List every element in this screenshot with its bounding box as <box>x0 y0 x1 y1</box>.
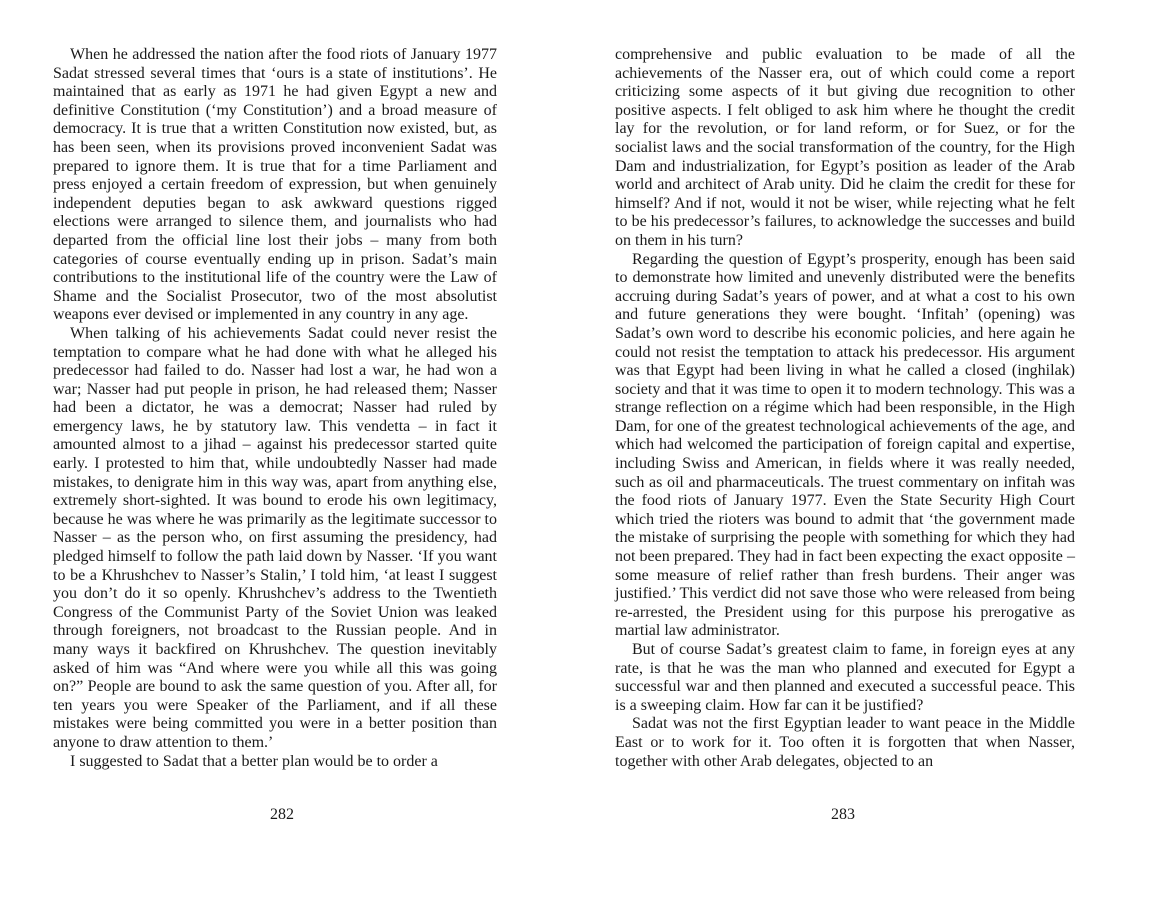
left-paragraph-2: When talking of his achievements Sadat could never resist the temptation to compare what he had done with what he alleged his predecessor had failed to do. Nasser had lost a war, he had won a war; Nasser had put people in prison, he had released them; Nasser had been a dictator, he was a democrat; Nasser had ruled by emergency laws, he by statutory law. This vendetta – in fact it amounted almost to a jihad – against his predecessor started quite early. I protested to him that, while undoubtedly Nasser had made mistakes, to denigrate him in this way was, apart from anything else, extremely short-sighted. It was bound to erode his own legitimacy, because he was where he was primarily as the legitimate successor to Nasser – as the person who, on first assuming the presidency, had pledged himself to follow the path laid down by Nasser. ‘If you want to be a Khrushchev to Nasser’s Stalin,’ I told him, ‘at least I suggest you don’t do it so openly. Khrushchev’s address to the Twentieth Congress of the Communist Party of the Soviet Union was leaked through foreigners, not broadcast to the Russian people. And in many ways it backfired on Khrushchev. The question inevitably asked of him was “And where were you while all this was going on?” People are bound to ask the same question of you. After all, for ten years you were Speaker of the Parliament, and if all these mistakes were being committed you were in a better position than anyone to draw attention to them.’ <box>53 324 497 751</box>
left-paragraph-1: When he addressed the nation after the food riots of January 1977 Sadat stressed several times that ‘ours is a state of institutions’. He maintained that as early as 1971 he had given Egypt a new and definitive Constitution (‘my Constitution’) and a broad measure of democracy. It is true that a written Constitution now existed, but, as has been seen, when its provisions proved inconvenient Sadat was prepared to ignore them. It is true that for a time Parliament and press enjoyed a certain freedom of expression, but when genuinely independent deputies began to ask awkward questions rigged elections were arranged to silence them, and journalists who had departed from the official line lost their jobs – many from both categories of course eventually ending up in prison. Sadat’s main contributions to the institutional life of the country were the Law of Shame and the Socialist Prosecutor, two of the most absolutist weapons ever devised or implemented in any country in any age. <box>53 46 497 324</box>
right-paragraph-1: comprehensive and public evaluation to be made of all the achievements of the Nasser era, out of which could come a report criticizing some aspects of it but giving due recognition to other positive aspects. I felt obliged to ask him where he thought the credit lay for the revolution, or for land reform, or for Suez, or for the socialist laws and the social transformation of the country, for the High Dam and industrialization, for Egypt’s position as leader of the Arab world and architect of Arab unity. Did he claim the credit for these for himself? And if not, would it not be wiser, while rejecting what he felt to be his predecessor’s failures, to acknowledge the successes and build on them in his turn? <box>615 46 1075 249</box>
right-paragraph-2: Regarding the question of Egypt’s prosperity, enough has been said to demonstrate how limited and unevenly distributed were the benefits accruing during Sadat’s years of power, and at what a cost to his own and future generations they were bought. ‘Infitah’ (opening) was Sadat’s own word to describe his economic policies, and here again he could not resist the temptation to attack his predecessor. His argument was that Egypt had been living in what he called a closed (inghilak) society and that it was time to open it to modern technology. This was a strange reflection on a régime which had been responsible, in the High Dam, for one of the greatest technological achievements of the age, and which had welcomed the participation of foreign capital and expertise, including Swiss and American, in fields where it was really needed, such as oil and pharmaceuticals. The truest commentary on infitah was the food riots of January 1977. Even the State Security High Court which tried the rioters was bound to admit that ‘the government made the mistake of surprising the people with something for which they had not been prepared. They had in fact been expecting the exact opposite – some measure of relief rather than fresh burdens. Their anger was justified.’ This verdict did not save those who were released from being re-arrested, the President using for this purpose his prerogative as martial law administrator. <box>615 250 1075 640</box>
left-paragraph-3: I suggested to Sadat that a better plan would be to order a <box>70 752 438 770</box>
right-paragraph-3: But of course Sadat’s greatest claim to fame, in foreign eyes at any rate, is that he was the man who planned and executed for Egypt a successful war and then planned and executed a successful peace. This is a sweeping claim. How far can it be justified? <box>615 641 1075 714</box>
left-page-number: 282 <box>270 806 294 823</box>
right-page <box>615 46 1075 771</box>
left-page <box>53 46 497 771</box>
right-page-number: 283 <box>831 806 855 823</box>
right-paragraph-4: Sadat was not the first Egyptian leader to want peace in the Middle East or to work for it. Too often it is forgotten that when Nasser, together with other Arab delegates, objected to an <box>615 715 1075 770</box>
